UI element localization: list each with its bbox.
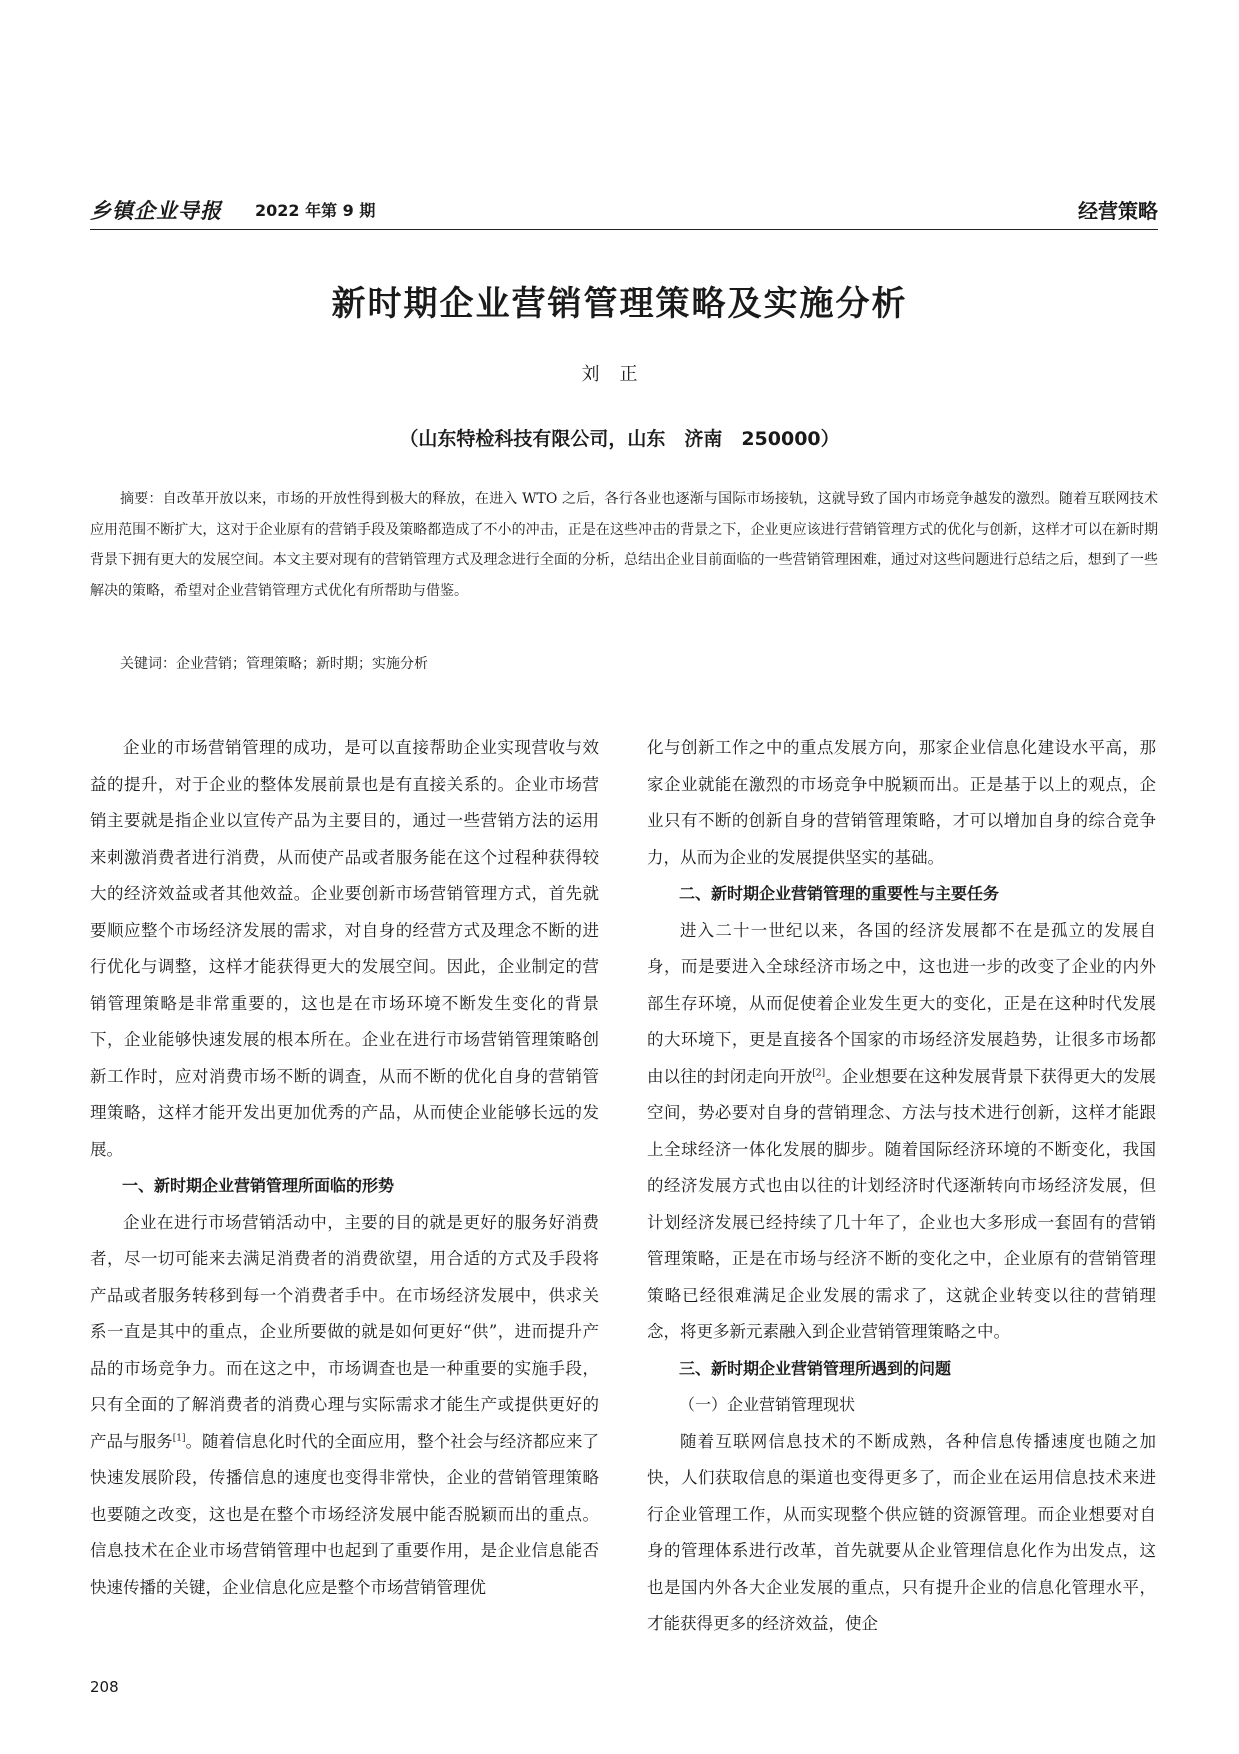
abstract: 摘要：自改革开放以来，市场的开放性得到极大的释放，在进入 WTO 之后，各行各业也逐渐与国际市场接轨，这就导致了国内市场竞争越发的激烈。随着互联网技术应用范围不断扩大，这对于企业原有的营销手段及策略都造成了不小的冲击，正是在这些冲击的背景之下，企业更应该进行营销管理方式的优化与创新，这样才可以在新时期背景下拥有更大的发展空间。本文主要对现有的营销管理方式及理念进行全面的分析，总结出企业目前面临的一些营销管理困难，通过对这些问题进行总结之后，想到了一些解决的策略，希望对企业营销管理方式优化有所帮助与借鉴。 — [90, 491, 1158, 599]
page-header — [90, 195, 1158, 230]
page-number: 208 — [90, 1678, 119, 1696]
body-paragraph: 随着互联网信息技术的不断成熟，各种信息传播速度也随之加快，人们获取信息的渠道也变得更多了，而企业在运用信息技术来进行企业管理工作，从而实现整个供应链的资源管理。而企业想要对自身的管理体系进行改革，首先就要从企业管理信息化作为出发点，这也是国内外各大企业发展的重点，只有提升企业的信息化管理水平，才能获得更多的经济效益，使企 — [647, 1431, 1156, 1633]
section-heading-3: 三、新时期企业营销管理所遇到的问题 — [679, 1358, 952, 1378]
article-title: 新时期企业营销管理策略及实施分析 — [331, 284, 908, 324]
body-paragraph: 企业的市场营销管理的成功，是可以直接帮助企业实现营收与效益的提升，对于企业的整体发展前景也是有直接关系的。企业市场营销主要就是指企业以宣传产品为主要目的，通过一些营销方法的运用来刺激消费者进行消费，从而使产品或者服务能在这个过程种获得较大的经济效益或者其他效益。企业要创新市场营销管理方式，首先就要顺应整个市场经济发展的需求，对自身的经营方式及理念不断的进行优化与调整，这样才能获得更大的发展空间。因此，企业制定的营销管理策略是非常重要的，这也是在市场环境不断发生变化的背景下，企业能够快速发展的根本所在。企业在进行市场营销管理策略创新工作时，应对消费市场不断的调查，从而不断的优化自身的营销管理策略，这样才能开发出更加优秀的产品，从而使企业能够长远的发展。 — [90, 738, 599, 1159]
journal-name: 乡镇企业导报 — [90, 199, 222, 223]
paragraph-text: 企业在进行市场营销活动中，主要的目的就是更好的服务好消费者，尽一切可能来去满足消费者的消费欲望，用合适的方式及手段将产品或者服务转移到每一个消费者手中。在市场经济发展中，供求关系一直是其中的重点，企业所要做的就是如何更好“供”，进而提升产品的市场竞争力。而在这之中，市场调查也是一种重要的实施手段，只有全面的了解消费者的消费心理与实际需求才能生产或提供更好的产品与服务 — [90, 1212, 599, 1451]
right-column — [647, 730, 1156, 1643]
body-paragraph — [647, 913, 1156, 1351]
body-paragraph-continued: 化与创新工作之中的重点发展方向，那家企业信息化建设水平高，那家企业就能在激烈的市场竞争中脱颖而出。正是基于以上的观点，企业只有不断的创新自身的营销管理策略，才可以增加自身的综合竞争力，从而为企业的发展提供坚实的基础。 — [647, 738, 1156, 867]
body-paragraph — [90, 1205, 599, 1607]
section-heading-2: 二、新时期企业营销管理的重要性与主要任务 — [679, 884, 1000, 903]
paragraph-text: 进入二十一世纪以来，各国的经济发展都不在是孤立的发展自身，而是要进入全球经济市场之中，这也进一步的改变了企业的内外部生存环境，从而促使着企业发生更大的变化，正是在这种时代发展的大环境下，更是直接各个国家的市场经济发展趋势，让很多市场都由以往的封闭走向开放 — [647, 920, 1156, 1086]
subsection-heading: （一）企业营销管理现状 — [679, 1395, 856, 1414]
author-affiliation: （山东特检科技有限公司，山东 济南 250000） — [399, 428, 840, 450]
issue-label: 2022 年第 9 期 — [255, 201, 376, 220]
section-label: 经营策略 — [1078, 199, 1158, 223]
reference-marker[interactable]: [2] — [812, 1068, 826, 1078]
keywords: 关键词：企业营销；管理策略；新时期；实施分析 — [120, 656, 428, 672]
paragraph-text: 。企业想要在这种发展背景下获得更大的发展空间，势必要对自身的营销理念、方法与技术进行创新，这样才能跟上全球经济一体化发展的脚步。随着国际经济环境的不断变化，我国的经济发展方式也由以往的计划经济时代逐渐转向市场经济发展，但计划经济发展已经持续了几十年了，企业也大多形成一套固有的营销管理策略，正是在市场与经济不断的变化之中，企业原有的营销管理策略已经很难满足企业发展的需求了，这就企业转变以往的营销理念，将更多新元素融入到企业营销管理策略之中。 — [647, 1066, 1157, 1341]
left-column — [90, 730, 599, 1606]
reference-marker[interactable]: [1] — [172, 1433, 186, 1443]
section-heading-1: 一、新时期企业营销管理所面临的形势 — [122, 1176, 395, 1195]
author-name: 刘正 — [581, 364, 658, 385]
paragraph-text: 。随着信息化时代的全面应用，整个社会与经济都应来了快速发展阶段，传播信息的速度也变得非常快，企业的营销管理策略也要随之改变，这也是在整个市场经济发展中能否脱颖而出的重点。信息技术在企业市场营销管理中也起到了重要作用，是企业信息能否快速传播的关键，企业信息化应是整个市场营销管理优 — [90, 1431, 600, 1597]
